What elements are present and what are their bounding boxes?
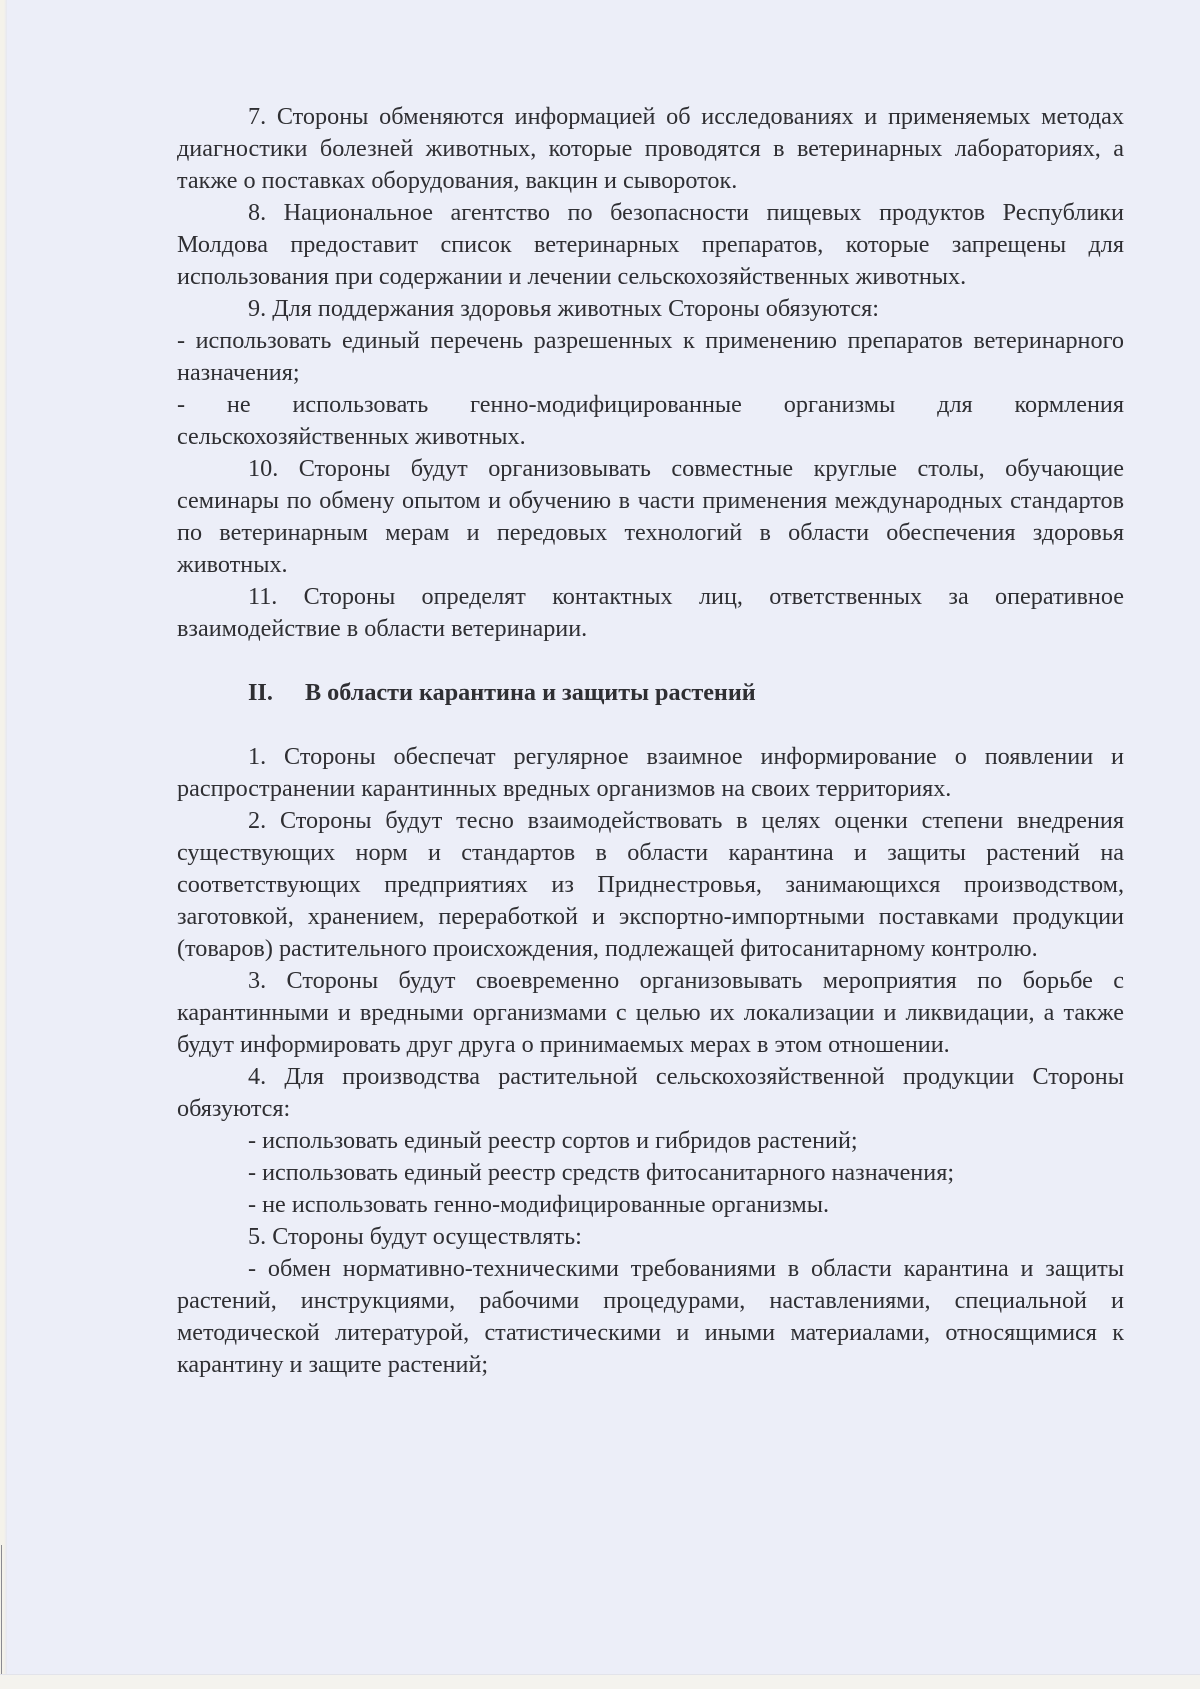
section2-paragraph-4: 4. Для производства растительной сельскохозяйственной продукции Стороны обязуются: [177,1063,1124,1122]
paragraph-9: 9. Для поддержания здоровья животных Стороны обязуются: [248,295,879,322]
section-heading [248,677,756,709]
scan-left-line [1,1545,2,1675]
section2-paragraph-3: 3. Стороны будут своевременно организовывать мероприятия по борьбе с карантинными и вредными организмами с целью их локализации и ликвидации, а также будут информировать друг друга о принимаемых мерах в этом отношении. [177,967,1124,1058]
section2-paragraph-4-bullet-3: - не использовать генно-модифицированные организмы. [248,1191,830,1218]
paragraph-11: 11. Стороны определят контактных лиц, ответственных за оперативное взаимодействие в области ветеринарии. [177,583,1124,642]
section2-paragraph-5-bullet-1: - обмен нормативно-техническими требованиями в области карантина и защиты растений, инструкциями, рабочими процедурами, наставлениями, специальной и методической литературой, статистическими и иными материалами, относящимися к карантину и защите растений; [177,1255,1124,1378]
section-number: II. [248,679,273,706]
paragraph-9-bullet-1: - использовать единый перечень разрешенных к применению препаратов ветеринарного назначения; [177,327,1124,386]
scan-bottom-edge [0,1674,1200,1689]
paragraph-10: 10. Стороны будут организовывать совместные круглые столы, обучающие семинары по обмену опытом и обучению в части применения международных стандартов по ветеринарным мерам и передовых технологий в области обеспечения здоровья животных. [177,455,1124,578]
section-title: В области карантина и защиты растений [305,679,756,706]
section2-paragraph-1: 1. Стороны обеспечат регулярное взаимное информирование о появлении и распространении карантинных вредных организмов на своих территориях. [177,743,1124,802]
section2-paragraph-2: 2. Стороны будут тесно взаимодействовать в целях оценки степени внедрения существующих норм и стандартов в области карантина и защиты растений на соответствующих предприятиях из Приднестровья, занимающихся производством, заготовкой, хранением, переработкой и экспортно-импортными поставками продукции (товаров) растительного происхождения, подлежащей фитосанитарному контролю. [177,807,1124,962]
paragraph-9-bullet-2: - не использовать генно-модифицированные организмы для кормления сельскохозяйственных животных. [177,391,1124,450]
section-heading-block [177,645,1124,741]
paragraph-7: 7. Стороны обменяются информацией об исследованиях и применяемых методах диагностики болезней животных, которые проводятся в ветеринарных лабораториях, а также о поставках оборудования, вакцин и сывороток. [177,103,1124,194]
section2-paragraph-5: 5. Стороны будут осуществлять: [248,1223,582,1250]
document-page [177,101,1124,1381]
section2-paragraph-4-bullet-2: - использовать единый реестр средств фитосанитарного назначения; [248,1159,955,1186]
scan-left-edge [0,0,7,1689]
paragraph-8: 8. Национальное агентство по безопасности пищевых продуктов Республики Молдова предоставит список ветеринарных препаратов, которые запрещены для использования при содержании и лечении сельскохозяйственных животных. [177,199,1124,290]
section2-paragraph-4-bullet-1: - использовать единый реестр сортов и гибридов растений; [248,1127,858,1154]
